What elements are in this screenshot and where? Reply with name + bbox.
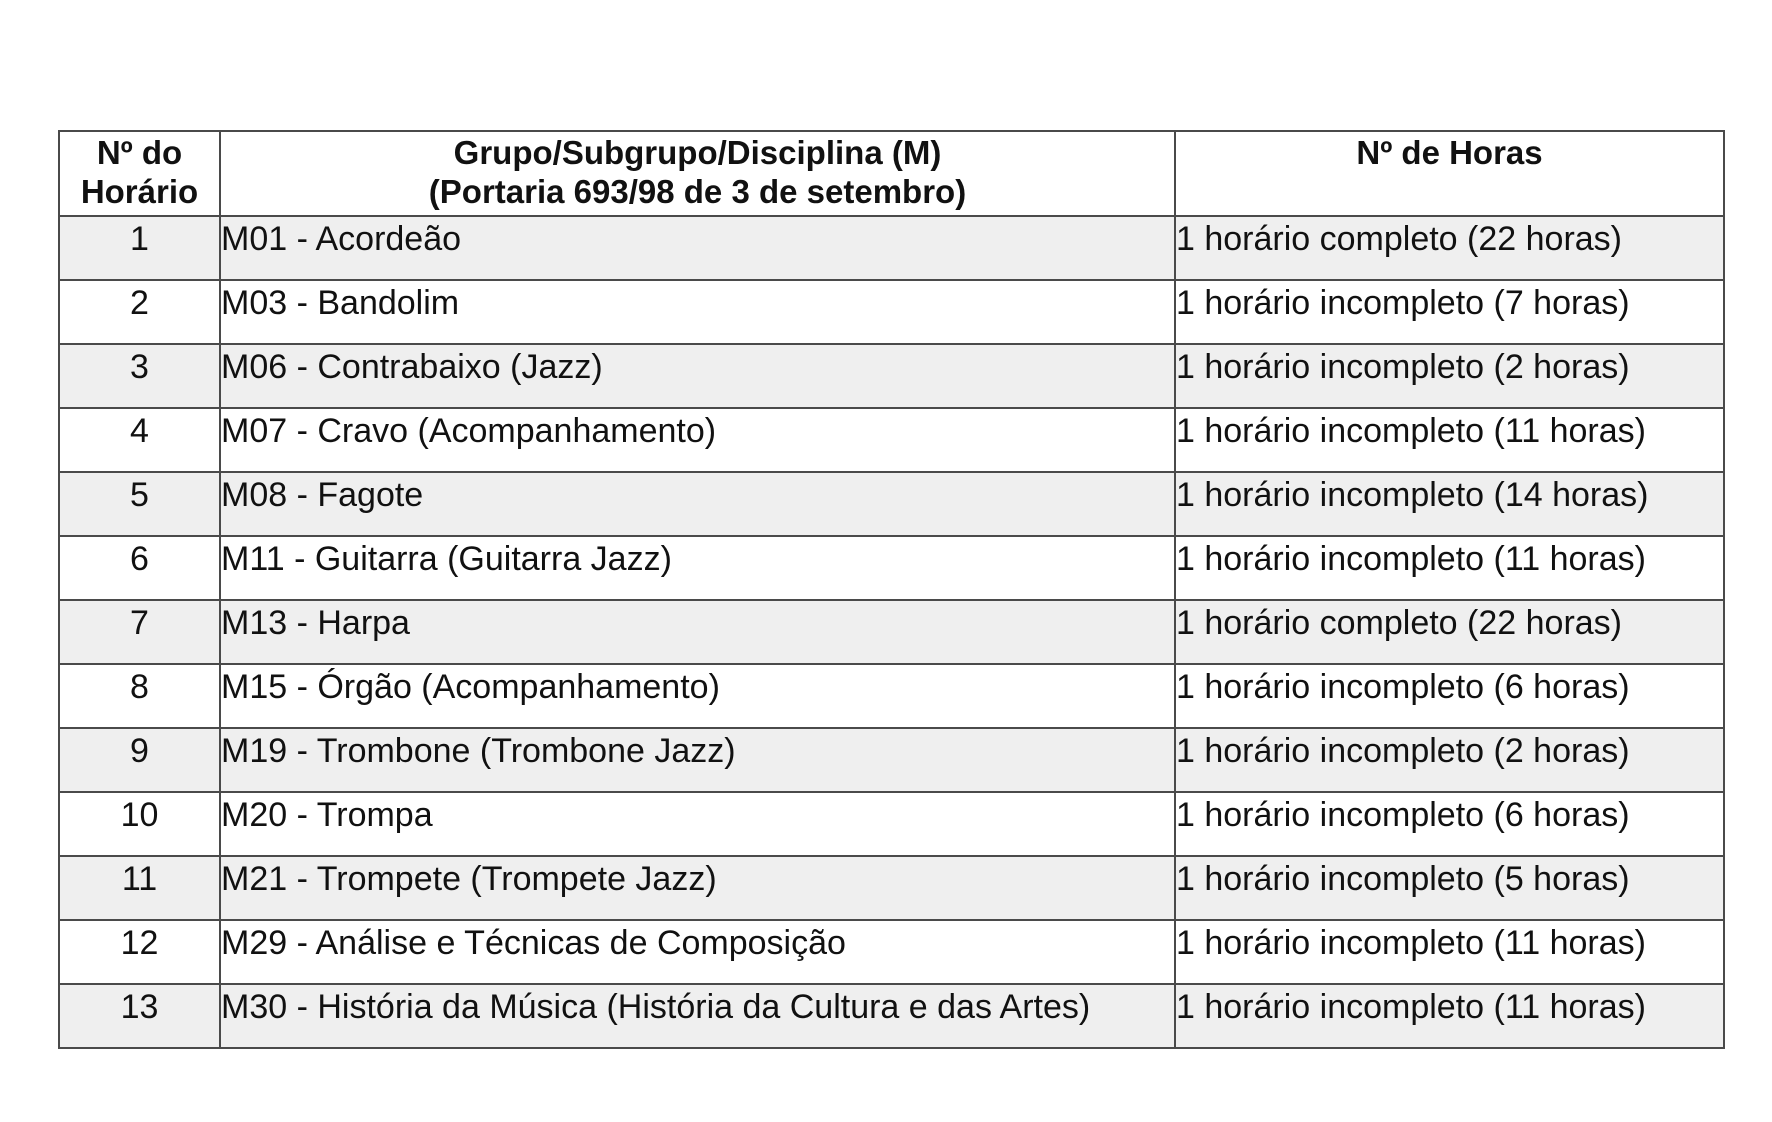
row-number: 1 <box>59 216 220 280</box>
row-disciplina: M11 - Guitarra (Guitarra Jazz) <box>220 536 1175 600</box>
table-row <box>59 728 1724 792</box>
table-body <box>59 216 1724 1048</box>
row-number: 2 <box>59 280 220 344</box>
row-horas: 1 horário incompleto (5 horas) <box>1175 856 1724 920</box>
row-horas: 1 horário completo (22 horas) <box>1175 216 1724 280</box>
row-number: 10 <box>59 792 220 856</box>
header-disciplina-line1: Grupo/Subgrupo/Disciplina (M) <box>453 134 942 171</box>
row-number: 12 <box>59 920 220 984</box>
table-row <box>59 280 1724 344</box>
row-disciplina: M21 - Trompete (Trompete Jazz) <box>220 856 1175 920</box>
row-horas: 1 horário incompleto (7 horas) <box>1175 280 1724 344</box>
table-row <box>59 408 1724 472</box>
row-number: 8 <box>59 664 220 728</box>
row-disciplina: M20 - Trompa <box>220 792 1175 856</box>
row-number: 4 <box>59 408 220 472</box>
table-row <box>59 920 1724 984</box>
document-page <box>58 130 1723 1049</box>
row-number: 3 <box>59 344 220 408</box>
row-disciplina: M15 - Órgão (Acompanhamento) <box>220 664 1175 728</box>
row-number: 6 <box>59 536 220 600</box>
header-disciplina-line2: (Portaria 693/98 de 3 de setembro) <box>428 173 967 210</box>
row-number: 7 <box>59 600 220 664</box>
table-row <box>59 664 1724 728</box>
row-number: 11 <box>59 856 220 920</box>
row-disciplina: M06 - Contrabaixo (Jazz) <box>220 344 1175 408</box>
row-horas: 1 horário incompleto (11 horas) <box>1175 536 1724 600</box>
header-numero-horas <box>1175 131 1724 216</box>
row-horas: 1 horário incompleto (11 horas) <box>1175 408 1724 472</box>
row-horas: 1 horário incompleto (2 horas) <box>1175 728 1724 792</box>
row-disciplina: M19 - Trombone (Trombone Jazz) <box>220 728 1175 792</box>
row-horas: 1 horário incompleto (11 horas) <box>1175 920 1724 984</box>
row-horas: 1 horário incompleto (6 horas) <box>1175 792 1724 856</box>
row-horas: 1 horário incompleto (6 horas) <box>1175 664 1724 728</box>
row-number: 5 <box>59 472 220 536</box>
table-row <box>59 792 1724 856</box>
row-horas: 1 horário incompleto (14 horas) <box>1175 472 1724 536</box>
row-disciplina: M08 - Fagote <box>220 472 1175 536</box>
table-row <box>59 472 1724 536</box>
header-horas-label: Nº de Horas <box>1356 134 1543 171</box>
row-disciplina: M01 - Acordeão <box>220 216 1175 280</box>
row-disciplina: M29 - Análise e Técnicas de Composição <box>220 920 1175 984</box>
header-numero-line1: Nº do <box>96 134 183 171</box>
header-row <box>59 131 1724 216</box>
table-row <box>59 536 1724 600</box>
row-number: 9 <box>59 728 220 792</box>
row-disciplina: M03 - Bandolim <box>220 280 1175 344</box>
row-disciplina: M07 - Cravo (Acompanhamento) <box>220 408 1175 472</box>
table-row <box>59 344 1724 408</box>
row-horas: 1 horário incompleto (11 horas) <box>1175 984 1724 1048</box>
row-disciplina: M13 - Harpa <box>220 600 1175 664</box>
table-row <box>59 216 1724 280</box>
row-number: 13 <box>59 984 220 1048</box>
table-row <box>59 600 1724 664</box>
header-numero-line2: Horário <box>80 173 199 210</box>
header-disciplina <box>220 131 1175 216</box>
row-disciplina: M30 - História da Música (História da Cultura e das Artes) <box>220 984 1175 1048</box>
row-horas: 1 horário completo (22 horas) <box>1175 600 1724 664</box>
table-row <box>59 856 1724 920</box>
table-row <box>59 984 1724 1048</box>
header-numero-horario <box>59 131 220 216</box>
row-horas: 1 horário incompleto (2 horas) <box>1175 344 1724 408</box>
schedule-table <box>58 130 1725 1049</box>
